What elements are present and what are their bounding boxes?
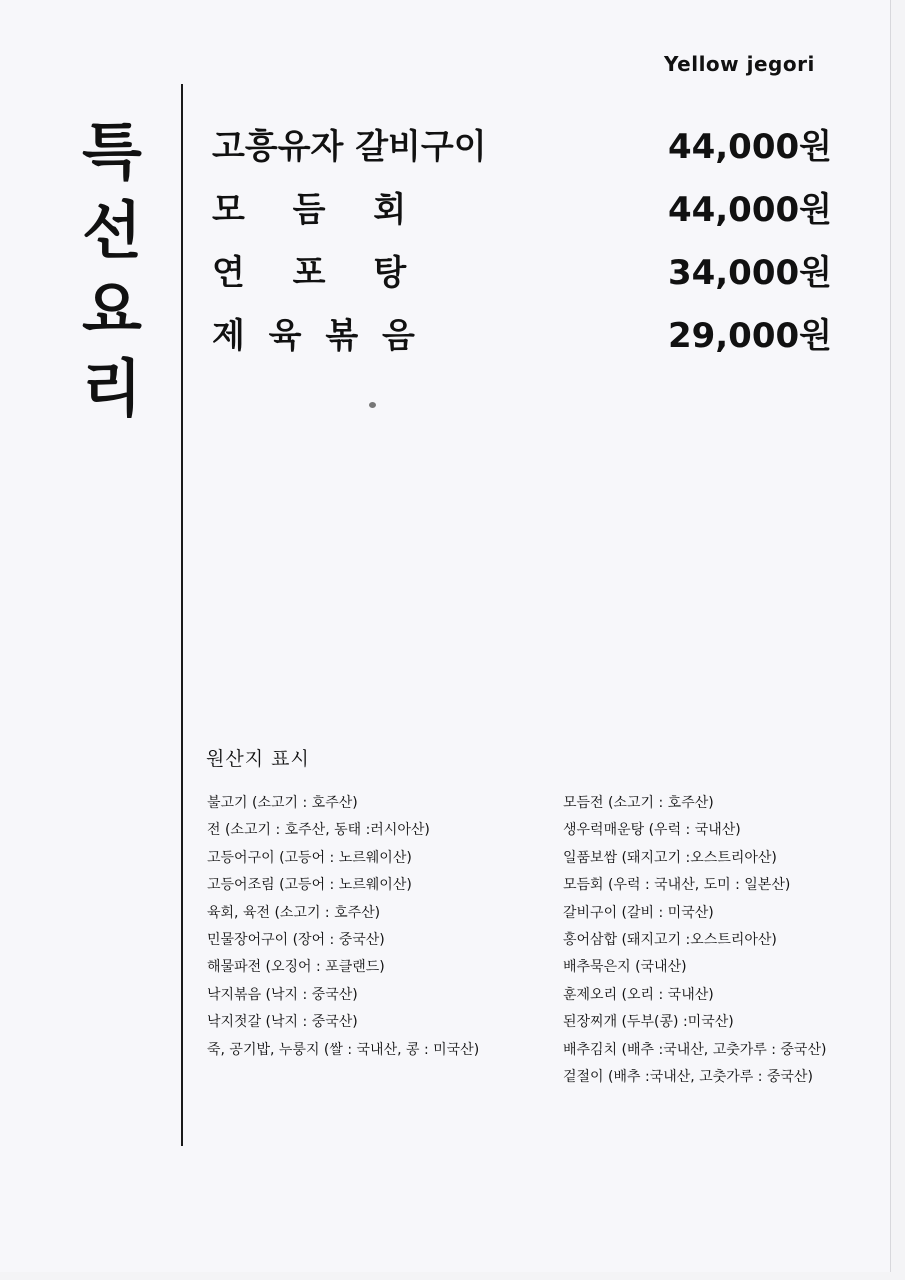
origin-item: 홍어삼합 (돼지고기 :오스트리아산) [563, 931, 777, 948]
origin-item: 낙지젓갈 (낙지 : 중국산) [207, 1014, 358, 1031]
origin-item: 훈제오리 (오리 : 국내산) [563, 986, 714, 1003]
vertical-divider [181, 84, 183, 1146]
section-title-vertical [74, 112, 150, 428]
origin-item: 죽, 공기밥, 누룽지 (쌀 : 국내산, 콩 : 미국산) [207, 1041, 480, 1058]
menu-item-name: 고흥유자 갈비구이 [212, 127, 487, 167]
menu-item [212, 175, 832, 238]
menu-item-price: 34,000원 [667, 253, 832, 293]
origin-item: 민물장어구이 (장어 : 중국산) [207, 931, 385, 948]
section-title-char: 특 [82, 115, 142, 188]
origin-title: 원산지 표시 [206, 748, 310, 770]
menu-item [212, 301, 832, 364]
origin-item: 고등어조림 (고등어 : 노르웨이산) [207, 877, 412, 894]
origin-item: 생우럭매운탕 (우럭 : 국내산) [563, 822, 741, 839]
origin-item: 낙지볶음 (낙지 : 중국산) [207, 986, 358, 1003]
origin-item: 된장찌개 (두부(콩) :미국산) [563, 1014, 734, 1031]
stray-dot [369, 402, 376, 408]
origin-item: 겉절이 (배추 :국내산, 고춧가루 : 중국산) [563, 1068, 813, 1085]
menu-item-name: 연 포 탕 [212, 253, 425, 293]
menu-item [212, 112, 832, 175]
section-title-char: 선 [82, 194, 142, 267]
origin-item: 배추묵은지 (국내산) [563, 959, 687, 976]
origin-item: 갈비구이 (갈비 : 미국산) [563, 904, 714, 921]
menu-item-price: 29,000원 [667, 316, 832, 356]
origin-item: 일품보쌈 (돼지고기 :오스트리아산) [563, 849, 777, 866]
origin-list-right [563, 793, 826, 1094]
origin-list-left [207, 793, 479, 1067]
origin-item: 해물파전 (오징어 : 포클랜드) [207, 959, 385, 976]
origin-item: 모듬회 (우럭 : 국내산, 도미 : 일본산) [563, 877, 791, 894]
origin-item: 고등어구이 (고등어 : 노르웨이산) [207, 849, 412, 866]
origin-item: 배추김치 (배추 :국내산, 고춧가루 : 중국산) [563, 1041, 827, 1058]
origin-item: 육회, 육전 (소고기 : 호주산) [207, 904, 381, 921]
section-title-char: 리 [82, 352, 142, 425]
section-title-char: 요 [82, 273, 142, 346]
menu-item-price: 44,000원 [667, 190, 832, 230]
origin-item: 전 (소고기 : 호주산, 동태 :러시아산) [207, 822, 430, 839]
origin-item: 불고기 (소고기 : 호주산) [207, 795, 358, 811]
menu-item [212, 238, 832, 301]
special-menu-list [212, 112, 832, 364]
menu-item-price: 44,000원 [667, 127, 832, 167]
menu-item-name: 모 듬 회 [212, 190, 425, 230]
origin-item: 모듬전 (소고기 : 호주산) [563, 795, 714, 811]
menu-item-name: 제 육 볶 음 [212, 316, 421, 356]
brand-name: Yellow jegori [664, 52, 815, 76]
